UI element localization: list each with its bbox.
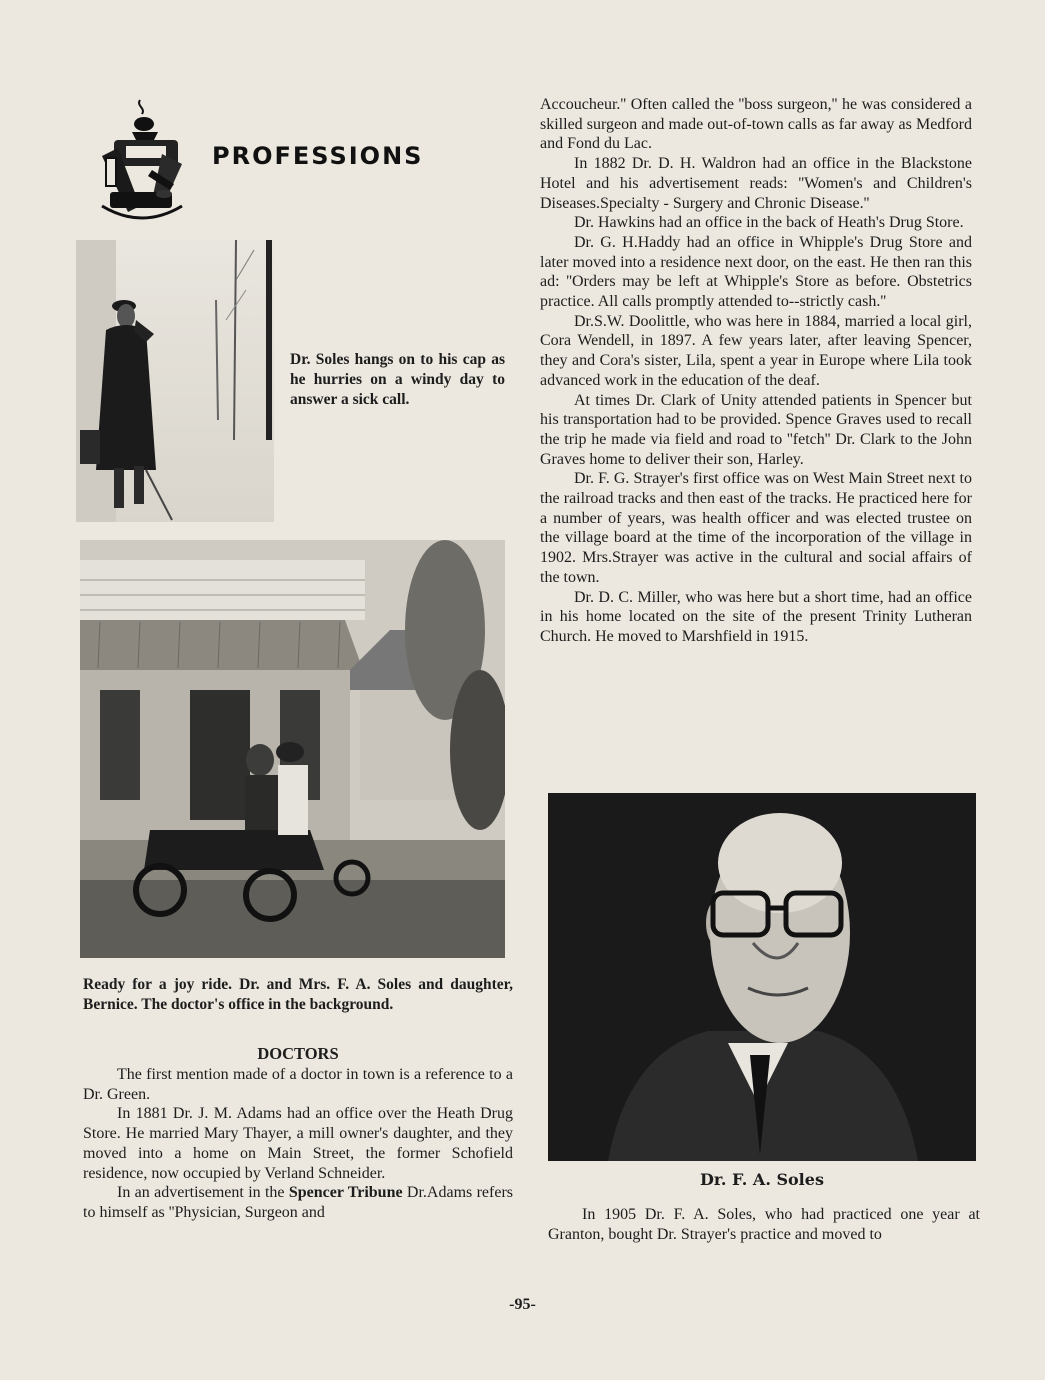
right-text-column — [540, 95, 972, 647]
doctors-heading: DOCTORS — [257, 1044, 339, 1063]
portrait-caption: Dr. F. A. Soles — [700, 1170, 824, 1189]
paragraph: Dr. G. H.Haddy had an office in Whipple's Drug Store and later moved into a residence next door, on the east. He then ran this ad: ''Orders may be left at Whipple's Store as before. Obstetrics practice. All calls promptly attended to--strictly cash.'' — [540, 233, 972, 311]
paragraph-advertisement — [83, 1183, 513, 1222]
paragraph: Dr. D. C. Miller, who was here but a short time, had an office in his home located on the site of the present Trinity Lutheran Church. He moved to Marshfield in 1915. — [540, 588, 972, 645]
paragraph: Dr.S.W. Doolittle, who was here in 1884, married a local girl, Cora Wendell, in 1897. A few years later, after leaving Spencer, they and Cora's sister, Lila, spent a year in Europe where Lila took advanced work in the education of the deaf. — [540, 312, 972, 389]
paragraph: Accoucheur.'' Often called the ''boss surgeon,'' he was considered a skilled surgeon and made out-of-town calls as far away as Medford and Fond du Lac. — [540, 96, 972, 153]
advertisement-text: In an advertisement in the — [117, 1184, 285, 1202]
paragraph: In 1882 Dr. D. H. Waldron had an office in the Blackstone Hotel and his advertisement reads: ''Women's and Children's Diseases.Specialty - Surgery and Chronic Disease.'' — [540, 155, 972, 212]
paragraph: Dr. F. G. Strayer's first office was on West Main Street next to the railroad tracks and then east of the tracks. He practiced here for a number of years, was health officer and was elected trustee on the village board at the time of the incorporation of the village in 1902. Mrs.Strayer was active in the cultural and social affairs of the town. — [540, 470, 972, 586]
joy-ride-caption: Ready for a joy ride. Dr. and Mrs. F. A. Soles and daughter, Bernice. The doctor's office in the background. — [83, 976, 513, 1013]
paragraph: Dr. Hawkins had an office in the back of Heath's Drug Store. — [574, 214, 964, 232]
paragraph: In 1881 Dr. J. M. Adams had an office over the Heath Drug Store. He married Mary Thayer, a mill owner's daughter, and they moved into a home on Main Street, the former Schofield residence, now occupied by Verland Schneider. — [83, 1105, 513, 1182]
paragraph: The first mention made of a doctor in town is a reference to a Dr. Green. — [83, 1066, 513, 1103]
professions-emblem — [92, 96, 192, 228]
soles-walking-caption: Dr. Soles hangs on to his cap as he hurries on a windy day to answer a sick call. — [290, 351, 505, 408]
soles-walking-photo — [76, 240, 274, 522]
advertisement-text: Dr.Adams refers to himself as ''Physician, Surgeon and — [83, 1184, 514, 1221]
newspaper-name: Spencer Tribune — [288, 1184, 403, 1202]
joy-ride-photo — [80, 540, 505, 958]
doctors-text-column — [83, 1065, 513, 1223]
page-number: -95- — [509, 1296, 536, 1313]
paragraph: In 1905 Dr. F. A. Soles, who had practiced one year at Granton, bought Dr. Strayer's practice and moved to — [548, 1206, 980, 1243]
soles-portrait-photo — [548, 793, 976, 1161]
right-text-column-bottom — [548, 1205, 980, 1244]
section-title: PROFESSIONS — [212, 142, 424, 170]
paragraph: At times Dr. Clark of Unity attended patients in Spencer but his transportation had to be provided. Spence Graves used to recall the trip he made via field and road to ''fetch'' Dr. Clark to the John Graves home to deliver their son, Harley. — [540, 391, 972, 468]
